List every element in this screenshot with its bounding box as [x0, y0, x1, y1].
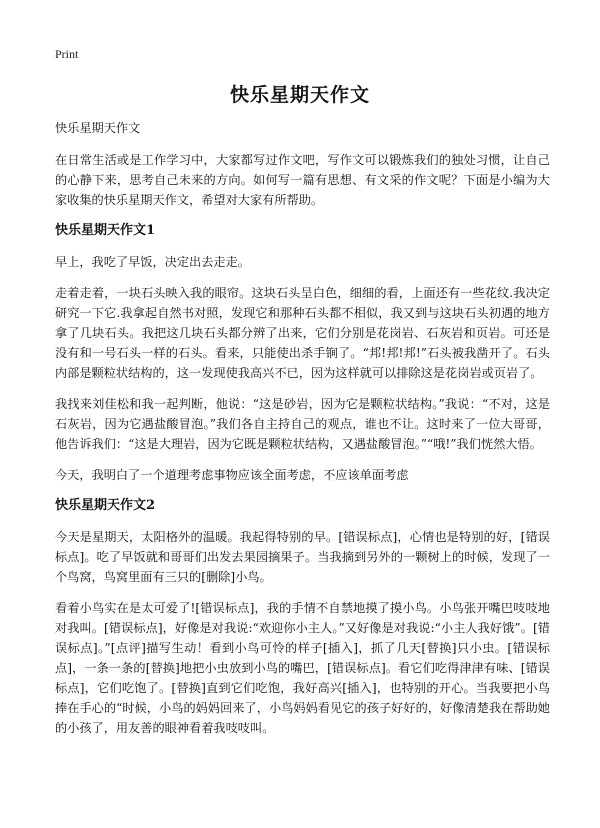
intro-paragraph: 在日常生活或是工作学习中，大家都写过作文吧，写作文可以锻炼我们的独处习惯，让自己的心静下来，思考自己未来的方向。如何写一篇有思想、有文采的作文呢？下面是小编为大家收集的快乐星期天作文，希望对大家有所帮助。 — [55, 153, 550, 207]
essay-1-paragraph: 今天，我明白了一个道理考虑事物应该全面考虑，不应该单面考虑 — [55, 468, 409, 482]
essay-1-paragraph: 我找来刘佳松和我一起判断，他说：“这是砂岩，因为它是颗粒状结构。”我说：“不对，这是石灰岩，因为它遇盐酸冒泡。”我们各自主持自己的观点，谁也不让。这时来了一位大哥哥，他告诉我们：“这是大理岩，因为它既是颗粒状结构，又遇盐酸冒泡。”“哦!”我们恍然大悟。 — [55, 397, 550, 451]
essay-1-paragraph: 走着走着，一块石头映入我的眼帘。这块石头呈白色，细细的看，上面还有一些花纹.我决定研究一下它.我拿起自然书对照，发现它和那种石头都不相似，我又到与这块石头初遇的地方拿了几块石头。我把这几块石头都分辨了出来，它们分别是花岗岩、石灰岩和页岩。可还是没有和一号石头一样的石头。看来，只能使出杀手锏了。“邦!邦!邦!”石头被我凿开了。石头内部是颗粒状结构的，这一发现使我高兴不已，因为这样就可以排除这是花岗岩或页岩了。 — [55, 286, 550, 380]
article-body — [55, 118, 550, 749]
essay-2-heading: 快乐星期天作文2 — [55, 498, 156, 513]
essay-1-heading: 快乐星期天作文1 — [55, 223, 156, 238]
essay-1-paragraph: 早上，我吃了早饭，决定出去走走。 — [55, 255, 250, 269]
essay-2-paragraph: 看着小鸟实在是太可爱了![错误标点]，我的手情不自禁地摸了摸小鸟。小鸟张开嘴巴吱吱地对我叫。[错误标点]，好像是对我说:“欢迎你小主人。”又好像是对我说:“小主人我好饿”。[错误标点]。”[点评]描写生动！看到小鸟可怜的样子[插入]，抓了几天[替换]只小虫。[错误标点]，一条一条的[替换]地把小虫放到小鸟的嘴巴，[错误标点]。看它们吃得津津有味、[错误标点]，它们吃饱了。[替换]直到它们吃饱，我好高兴[插入]，也特别的开心。当我要把小鸟捧在手心的“时候，小鸟的妈妈回来了，小鸟妈妈看见它的孩子好好的，好像清楚我在帮助她的小孩了，用友善的眼神看着我吱吱叫。 — [55, 601, 550, 735]
page-title: 快乐星期天作文 — [229, 84, 370, 106]
article-subtitle: 快乐星期天作文 — [55, 121, 141, 135]
essay-2-paragraph: 今天是星期天，太阳格外的温暖。我起得特别的早。[错误标点]，心情也是特别的好，[错误标点]。吃了早饭就和哥哥们出发去果园摘果子。当我摘到另外的一颗树上的时候，发现了一个鸟窝，鸟窝里面有三只的[删除]小鸟。 — [55, 530, 550, 584]
print-link[interactable]: Print — [55, 47, 79, 61]
